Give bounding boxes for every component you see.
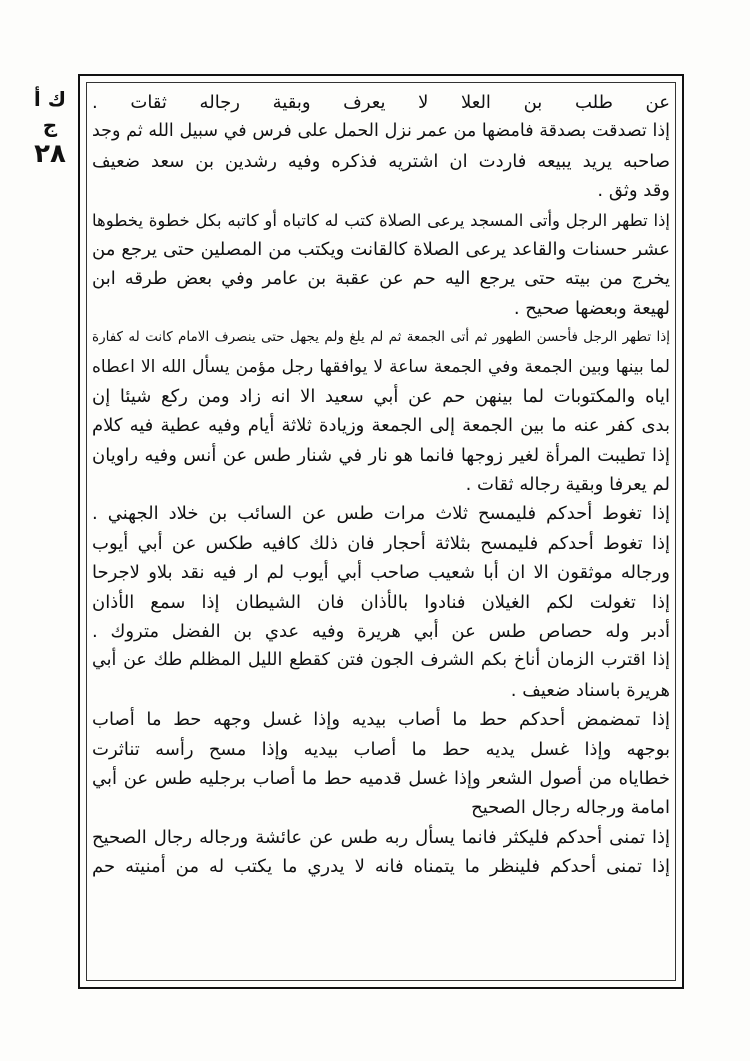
text-line: إذا تمنى أحدكم فليكثر فانما يسأل ربه طس عن عائشة ورجاله رجال الصحيح [92,826,670,848]
text-line: امامة ورجاله رجال الصحيح [471,797,670,819]
text-line: إذا تمنى أحدكم فلينظر ما يتمناه فانه لا يدري ما يكتب له من أمنيته حم [92,856,670,878]
text-line: عشر حسنات والقاعد يرعى الصلاة كالقانت ويكتب من المصلين حتى يرجع من [92,238,670,260]
text-line: هريرة باسناد ضعيف . [510,679,670,701]
margin-note-line-1: ﻙ ﺃ ﺝ [33,87,67,137]
text-line: عن طلب بن العلا لا يعرف وبقية رجاله ثقات . [92,92,670,113]
text-line: إذا تغوط أحدكم فليمسح بثلاثة أحجار فان ذلك كافيه طكس عن أبي أيوب [92,532,670,554]
text-line: لهيعة وبعضها صحيح . [513,297,670,319]
text-line: إذا تمضمض أحدكم حط ما أصاب بيديه وإذا غسل وجهه حط ما أصاب [92,709,670,731]
margin-folio-note [28,86,72,170]
manuscript-text [92,88,670,978]
text-line: ورجاله موثقون الا ان أبا شعيب صاحب أبي أيوب لم ار فيه نقد بلاو لاجرحا [92,562,670,584]
text-line: بدى كفر عنه ما بين الجمعة إلى الجمعة وزيادة ثلاثة أيام وفيه عطية فيه كلام [92,415,670,437]
text-line: إذا اقترب الزمان أناخ بكم الشرف الجون فتن كقطع الليل المظلم طك عن أبي [92,650,670,671]
text-line: إذا تصدقت بصدقة فامضها من عمر نزل الحمل على فرس في سبيل الله ثم وجد [92,121,670,142]
text-line: صاحبه يريد يبيعه فاردت ان اشتريه فذكره وفيه رشدين بن سعد ضعيف [92,150,670,172]
text-line: لما بينها وبين الجمعة وفي الجمعة ساعة لا يوافقها رجل مؤمن يسأل الله الا اعطاه [92,356,670,377]
text-line: اياه والمكتوبات لما بينهن حم عن أبي سعيد الا انه زاد ومن ركع شيئا إن [92,385,670,407]
text-line: بوجهه وإذا غسل يديه حط ما أصاب بيديه وإذا مسح رأسه تناثرت [92,738,670,760]
margin-note-line-2: ٢٨ [34,139,66,169]
text-line: يخرج من بيته حتى يرجع اليه حم عن عقبة بن عامر وفي بعض طرقه ابن [92,268,670,290]
text-line: إذا تغولت لكم الغيلان فنادوا بالأذان فان الشيطان إذا سمع الأذان [92,591,670,613]
text-line: إذا تطهر الرجل وأتى المسجد يرعى الصلاة كتب له كاتباه أو كاتبه بكل خطوة يخطوها [92,210,670,230]
text-line: أدبر وله حصاص طس عن أبي هريرة وفيه عدي بن الفضل متروك . [92,621,670,643]
text-line: إذا تطيبت المرأة لغير زوجها فانما هو نار في شنار طس عن أنس وفيه راويان [92,444,670,466]
text-line: إذا تغوط أحدكم فليمسح ثلاث مرات طس عن السائب بن خلاد الجهني . [92,503,670,525]
text-line: إذا تطهر الرجل فأحسن الطهور ثم أتى الجمعة ثم لم يلغ ولم يجهل حتى ينصرف الامام كانت له كفارة [92,329,670,346]
text-line: لم يعرفا وبقية رجاله ثقات . [465,474,670,496]
text-line: خطاياه من أصول الشعر وإذا غسل قدميه حط ما أصاب برجليه طس عن أبي [92,767,670,789]
text-line: وقد وثق . [597,180,670,202]
